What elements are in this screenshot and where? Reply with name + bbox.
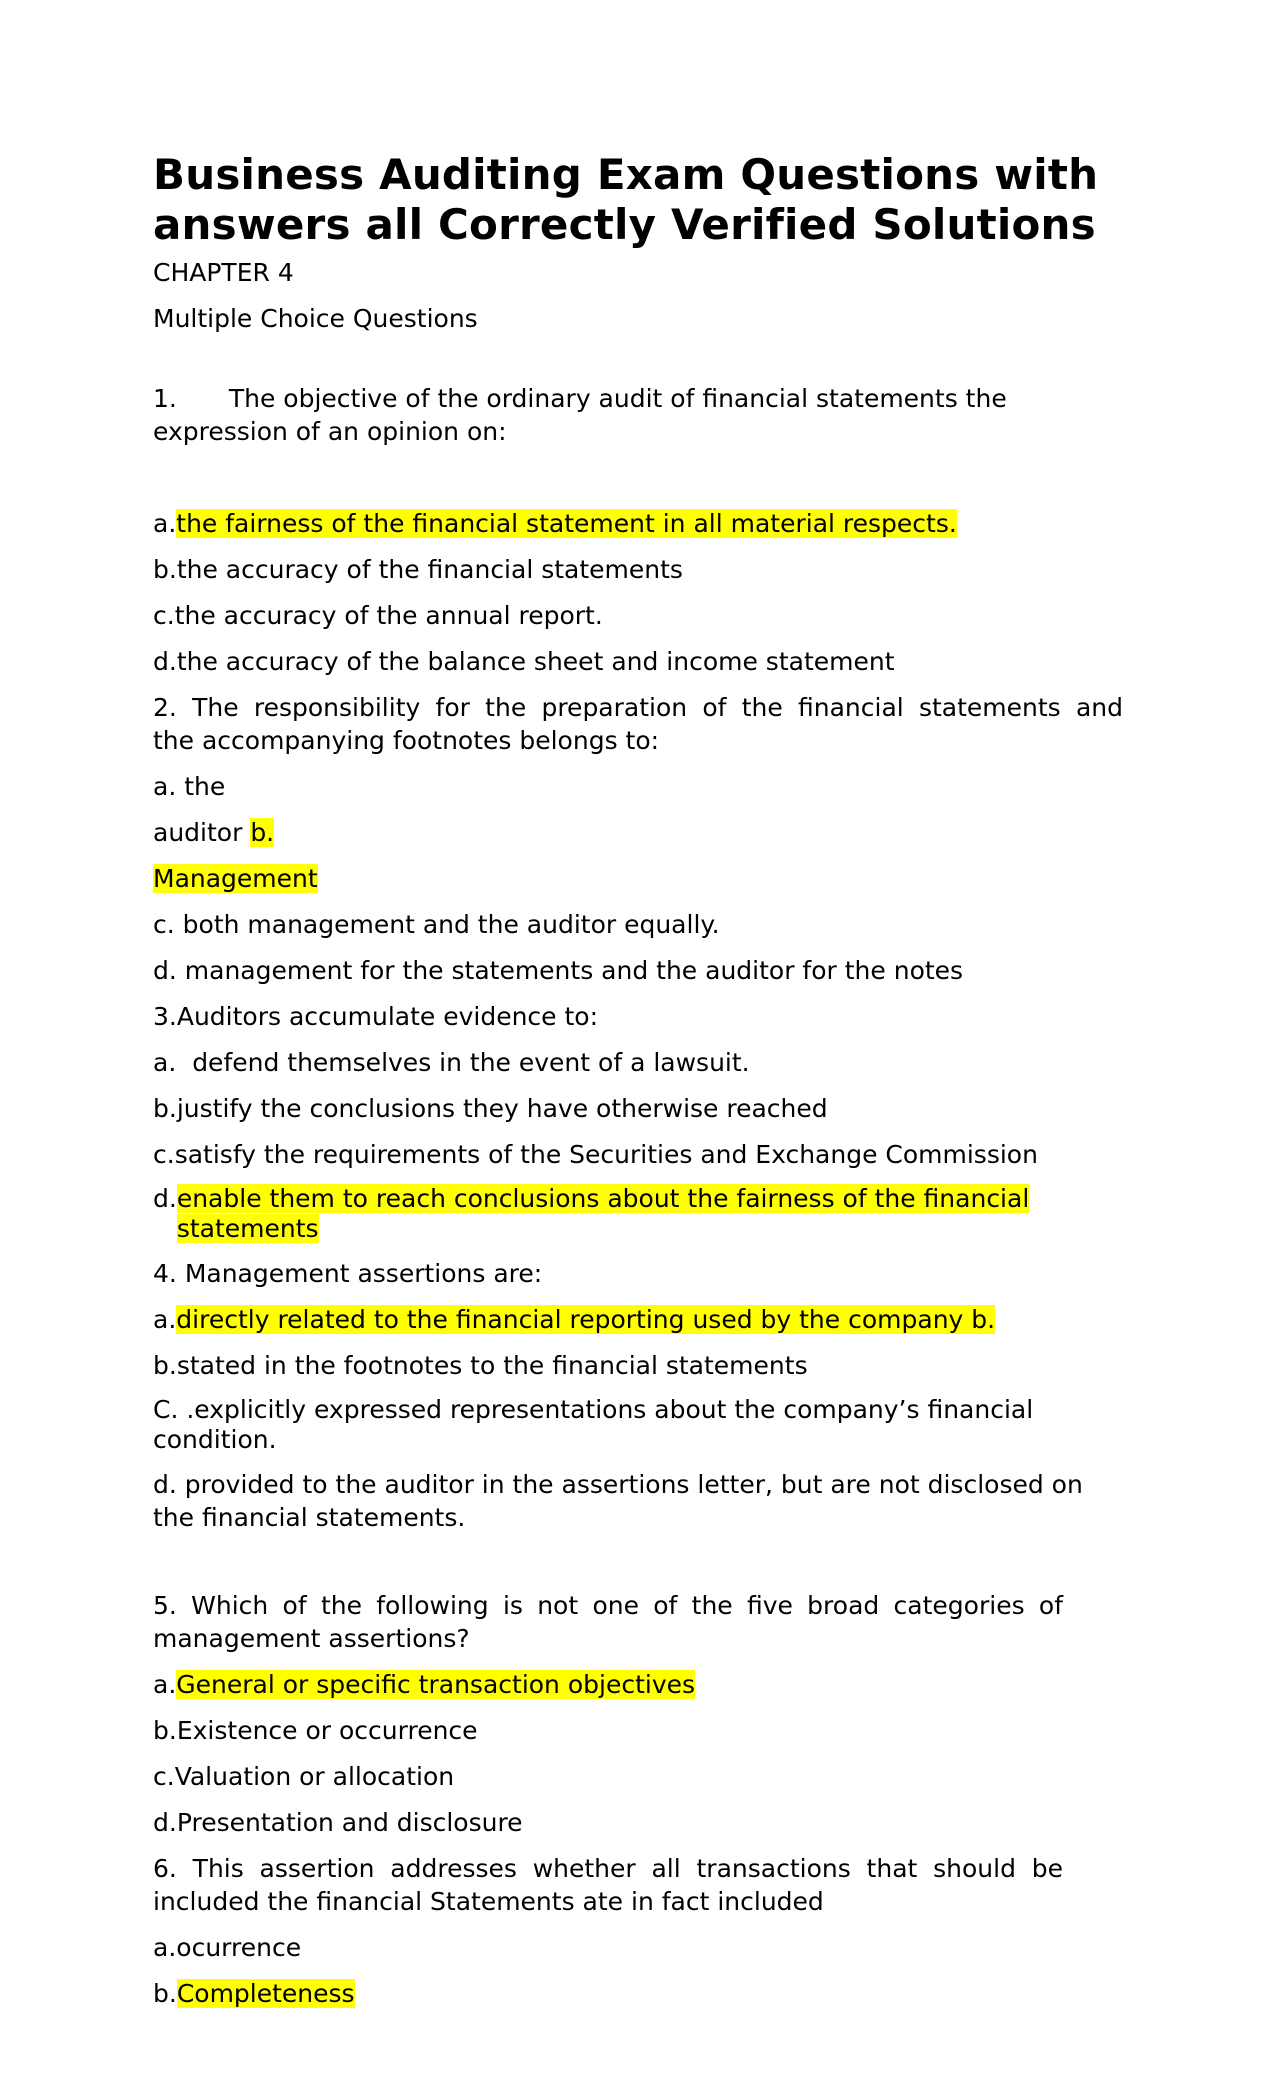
question-number: 1. [153,384,177,413]
question-text-line-1: The responsibility for the preparation of the financial statements and [192,693,1123,722]
option-label: a. [153,1933,177,1962]
option-text: Valuation or allocation [174,1762,455,1791]
option-label: b. [153,1094,177,1123]
option-4b [153,1349,1123,1382]
option-2c [153,908,1123,941]
option-text-highlighted-line-2: statements [176,1214,319,1243]
question-number: 3. [153,1002,177,1031]
option-text: the accuracy of the balance sheet and income statement [176,647,895,676]
option-1c [153,599,1123,632]
question-text-line-2: the accompanying footnotes belongs to: [153,726,660,755]
question-text-line-2: included the financial Statements ate in fact included [153,1887,824,1916]
option-text: Existence or occurrence [176,1716,478,1745]
option-5b [153,1714,1123,1747]
option-1d [153,645,1123,678]
question-1 [153,382,1123,448]
document-title [153,150,1123,250]
option-label: d. [153,1808,177,1837]
chapter-heading: CHAPTER 4 [153,258,294,287]
option-text: management for the statements and the auditor for the notes [184,956,964,985]
option-5c [153,1760,1123,1793]
option-text: the accuracy of the annual report. [174,601,603,630]
title-line-2: answers all Correctly Verified Solutions [153,200,1096,249]
option-label: c. [153,1140,175,1169]
section-heading: Multiple Choice Questions [153,304,478,333]
question-number: 2. [153,693,177,722]
question-5 [153,1589,1123,1655]
option-3b [153,1092,1123,1125]
option-2b [153,862,1123,895]
option-label: c. [153,910,175,939]
option-6a [153,1931,1123,1964]
option-4a [153,1303,1123,1336]
question-4 [153,1257,1123,1290]
question-3 [153,1000,1123,1033]
option-2b-label: b. [250,818,275,847]
option-text: auditor [153,818,243,847]
option-label: b. [153,555,177,584]
option-label: a. [153,1305,177,1334]
option-4c [153,1395,1123,1455]
document-page [153,150,1123,2010]
option-label: b. [153,1716,177,1745]
option-text: provided to the auditor in the assertions letter, but are not disclosed on the financial statements. [153,1470,1083,1532]
option-text: the accuracy of the financial statements [176,555,683,584]
option-3d [153,1184,1123,1244]
option-label: b. [153,1351,177,1380]
option-label: a. [153,1048,177,1077]
option-label: a. [153,509,177,538]
option-label: d. [153,1184,177,1213]
option-text: satisfy the requirements of the Securities and Exchange Commission [174,1140,1038,1169]
option-text-highlighted: the fairness of the financial statement in all material respects. [176,509,957,538]
question-text-line-1: Which of the following is not one of the five broad categories of [191,1591,1063,1620]
option-1b [153,553,1123,586]
option-3a [153,1046,1123,1079]
option-label: b. [153,1979,177,2008]
option-label: c. [153,1762,175,1791]
question-text: Auditors accumulate evidence to: [176,1002,599,1031]
option-label: d. [153,1470,177,1499]
question-text-line-2: management assertions? [153,1624,470,1653]
question-text-line-1: This assertion addresses whether all transactions that should be [192,1854,1064,1883]
option-label: c. [153,601,175,630]
option-2a-line-1: a. the [153,772,226,801]
option-1a [153,507,1123,540]
question-text: The objective of the ordinary audit of financial statements the expression of an opinion on: [153,384,1007,446]
option-label: C. [153,1395,179,1424]
option-text: both management and the auditor equally. [182,910,720,939]
option-3c [153,1138,1123,1171]
option-2a-line-2 [153,816,1123,849]
option-label: d. [153,956,177,985]
question-number: 5. [153,1591,177,1620]
option-text: Presentation and disclosure [176,1808,523,1837]
option-text-highlighted: Completeness [176,1979,355,2008]
option-5a [153,1668,1123,1701]
question-text: Management assertions are: [184,1259,543,1288]
option-text-highlighted: General or specific transaction objectives [176,1670,696,1699]
option-text: .explicitly expressed representations about the company’s financial condition. [153,1395,1034,1454]
option-6b [153,1977,1123,2010]
question-2 [153,691,1123,757]
option-text: stated in the footnotes to the financial statements [176,1351,808,1380]
option-text: ocurrence [176,1933,302,1962]
option-4d [153,1468,1123,1534]
option-text: defend themselves in the event of a lawsuit. [192,1048,750,1077]
option-label: d. [153,647,177,676]
option-text-highlighted: directly related to the financial reporting used by the company b. [176,1305,996,1334]
option-5d [153,1806,1123,1839]
question-6 [153,1852,1123,1918]
option-2d [153,954,1123,987]
question-number: 4. [153,1259,177,1288]
option-text-highlighted: Management [153,864,318,893]
title-line-1: Business Auditing Exam Questions with [153,150,1099,199]
option-label: a. [153,1670,177,1699]
option-text: justify the conclusions they have otherwise reached [176,1094,828,1123]
option-text-highlighted-line-1: enable them to reach conclusions about the fairness of the financial [176,1184,1030,1213]
question-number: 6. [153,1854,177,1883]
